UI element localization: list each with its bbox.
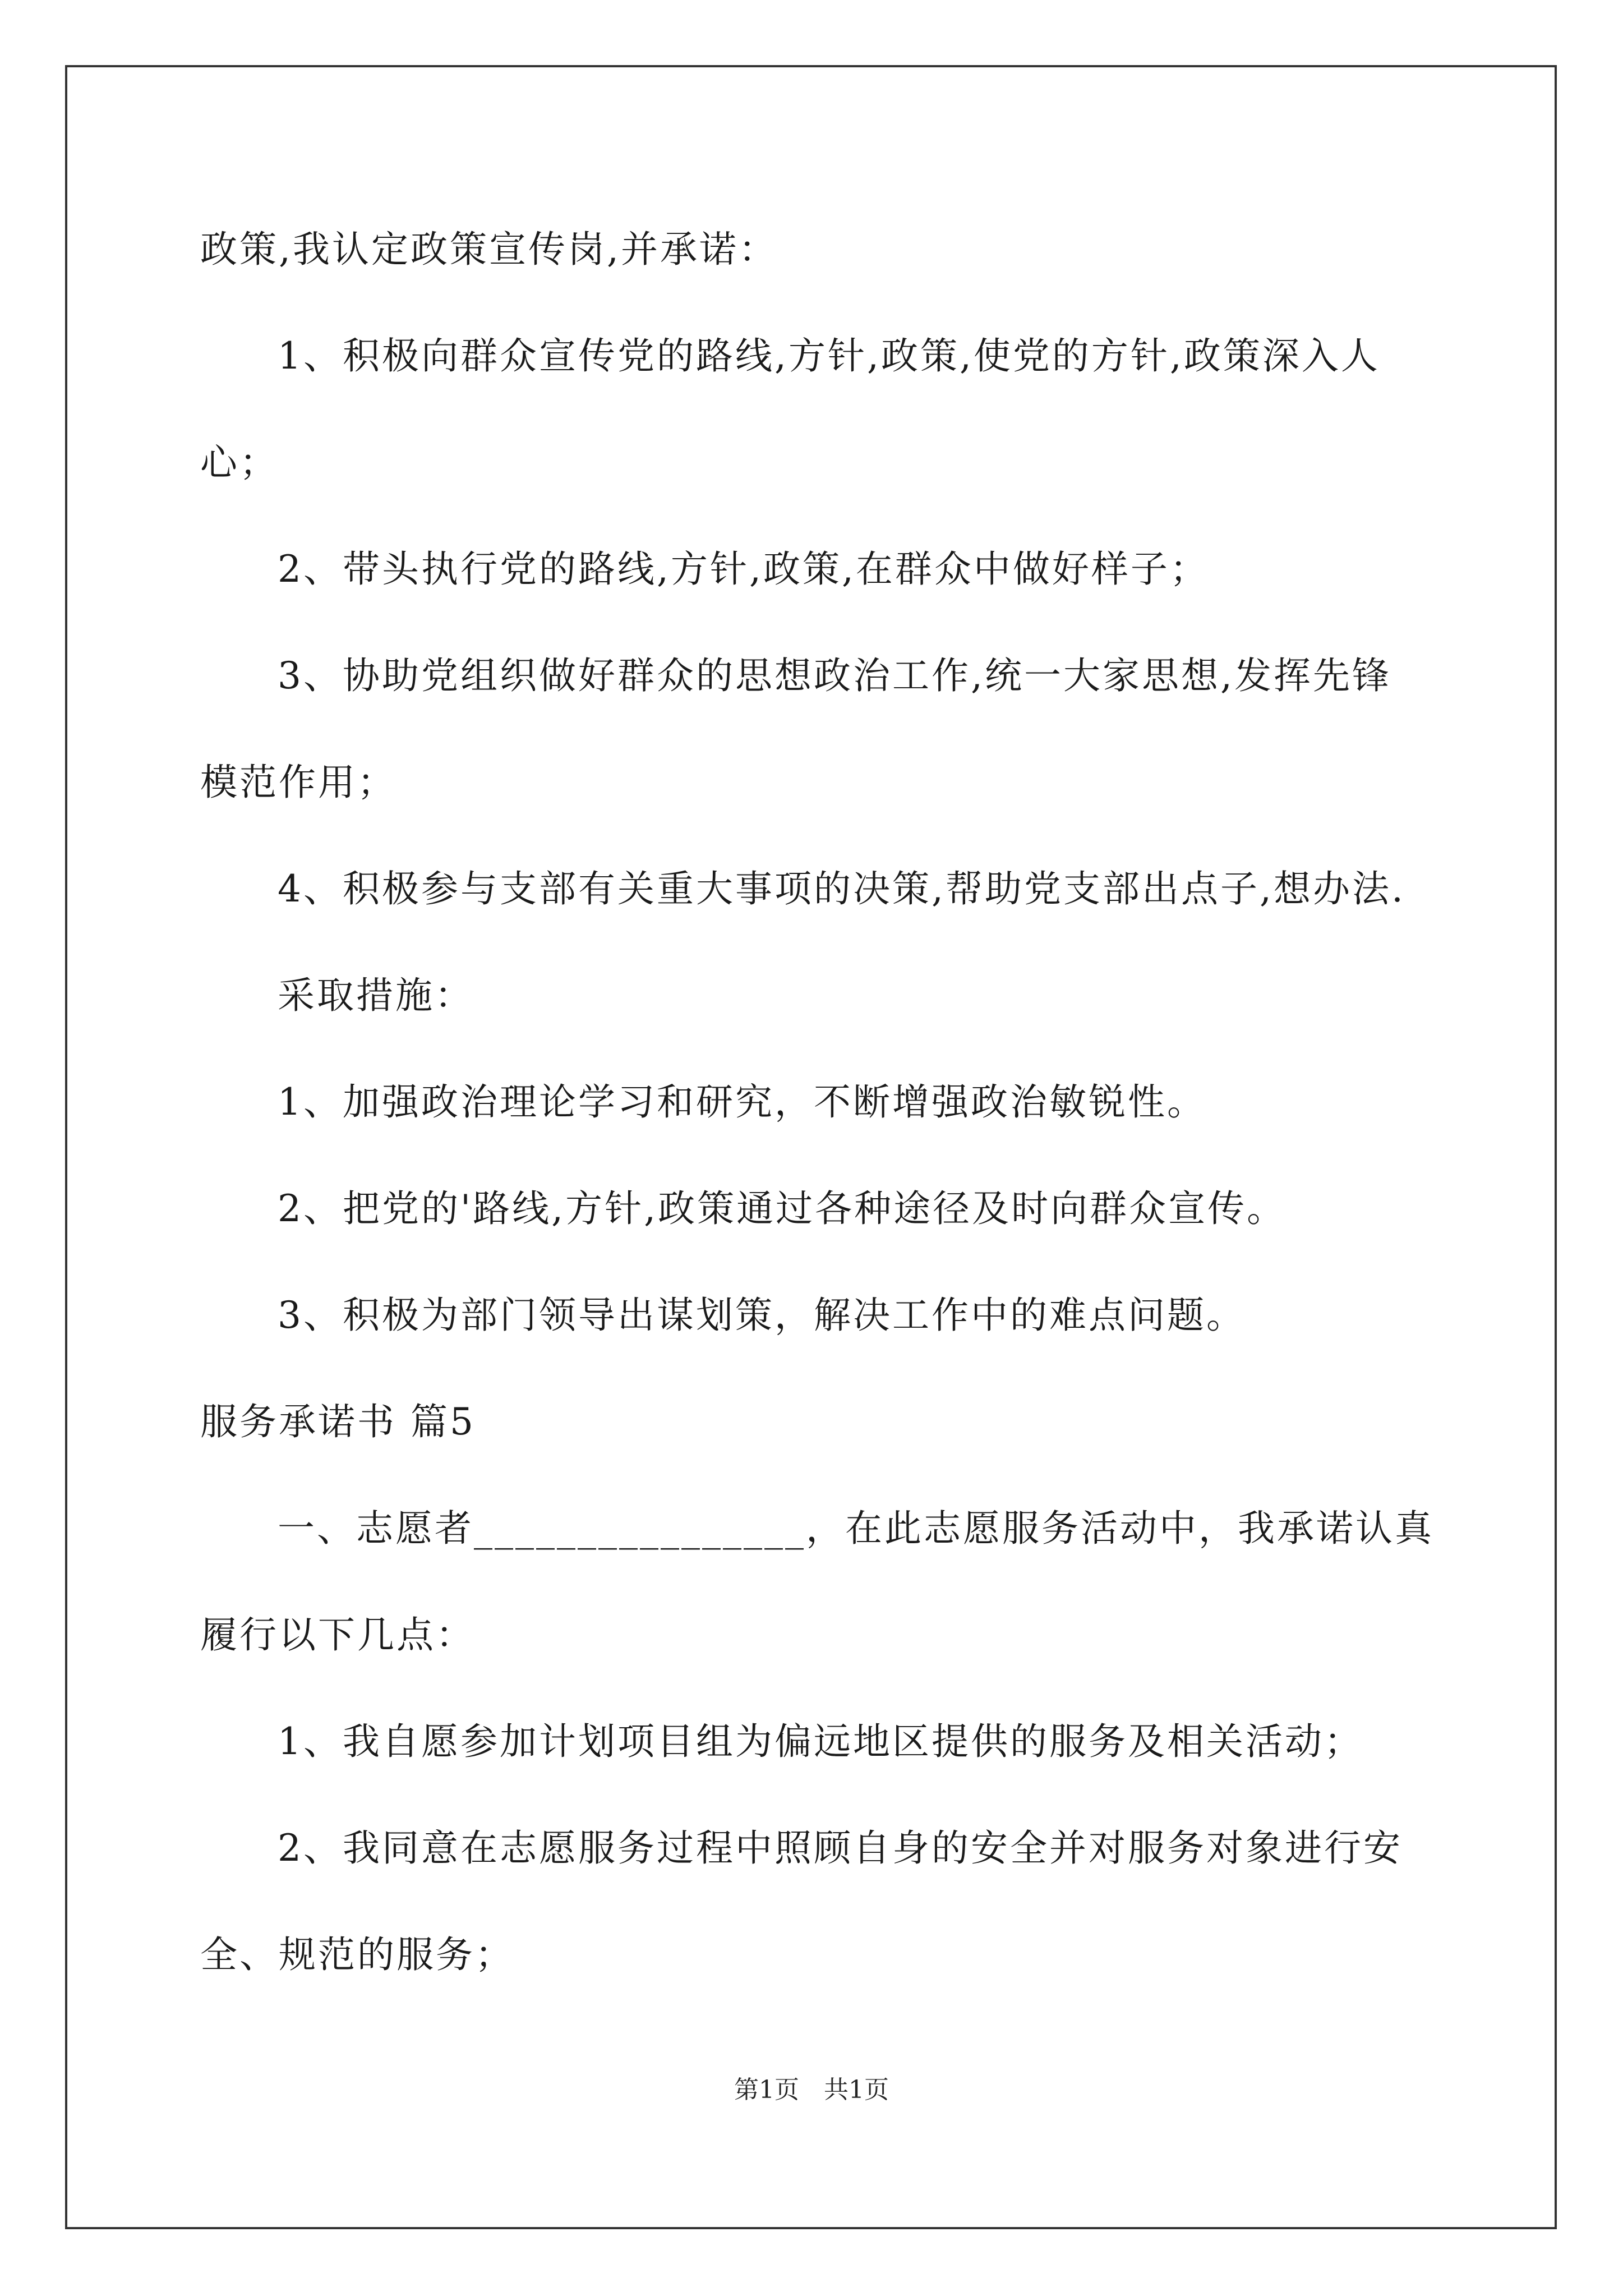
paragraph-line: 2、我同意在志愿服务过程中照顾自身的安全并对服务对象进行安 xyxy=(278,1826,1403,1870)
paragraph-line: 1、积极向群众宣传党的路线,方针,政策,使党的方针,政策深入人 xyxy=(278,334,1380,378)
paragraph-line: 政策,我认定政策宣传岗,并承诺： xyxy=(200,228,778,271)
paragraph-line: 模范作用； xyxy=(200,761,396,804)
paragraph-line: 采取措施： xyxy=(278,974,474,1017)
paragraph-line: 履行以下几点： xyxy=(200,1613,475,1657)
paragraph-line: 2、带头执行党的路线,方针,政策,在群众中做好样子； xyxy=(278,547,1209,591)
paragraph-line: 一、志愿者________________，在此志愿服务活动中，我承诺认真 xyxy=(278,1507,1434,1550)
paragraph-line: 3、积极为部门领导出谋划策，解决工作中的难点问题。 xyxy=(278,1294,1246,1337)
paragraph-line: 2、把党的'路线,方针,政策通过各种途径及时向群众宣传。 xyxy=(278,1187,1287,1230)
page-border xyxy=(65,65,1557,2229)
paragraph-line: 3、协助党组织做好群众的思想政治工作,统一大家思想,发挥先锋 xyxy=(278,654,1391,697)
paragraph-line: 1、我自愿参加计划项目组为偏远地区提供的服务及相关活动； xyxy=(278,1720,1363,1763)
page-number-footer: 第1页 共1页 xyxy=(734,2076,889,2104)
paragraph-line: 1、加强政治理论学习和研究，不断增强政治敏锐性。 xyxy=(278,1080,1206,1124)
paragraph-line: 全、规范的服务； xyxy=(200,1933,514,1976)
paragraph-line: 心； xyxy=(200,441,279,484)
section-heading: 服务承诺书 篇5 xyxy=(200,1400,476,1443)
paragraph-line: 4、积极参与支部有关重大事项的决策,帮助党支部出点子,想办法. xyxy=(278,867,1405,910)
